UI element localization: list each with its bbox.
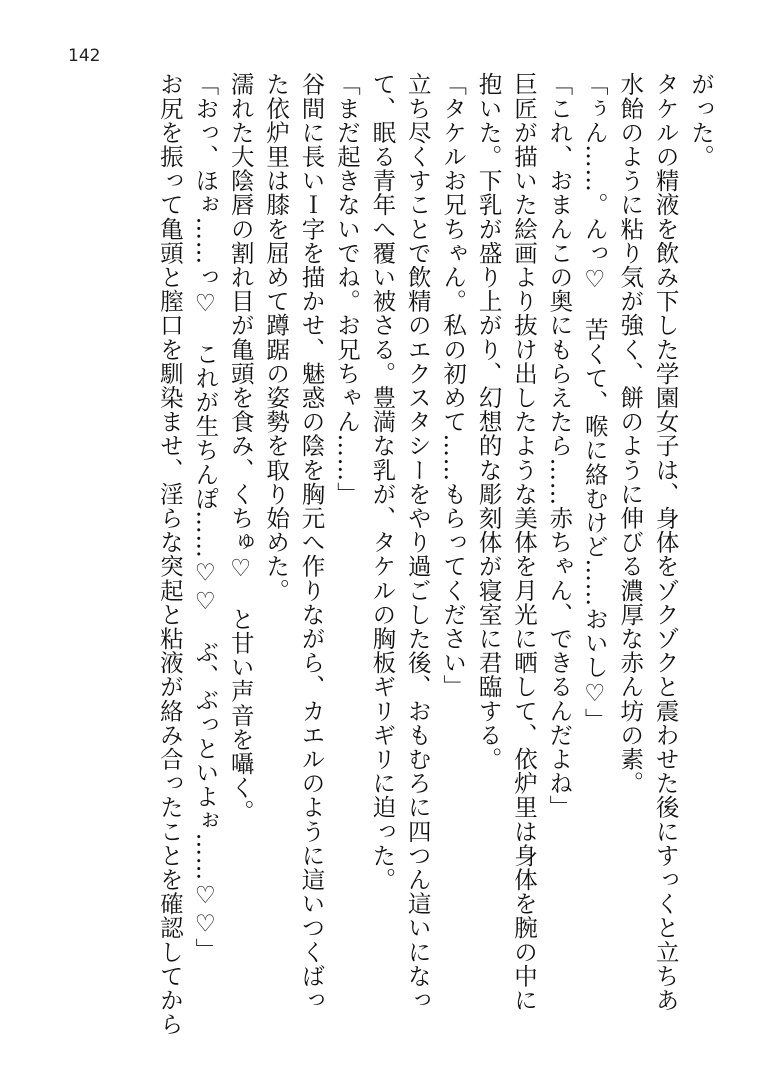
text-line: 「ぅん……。んっ♡ 苦くて、喉に絡むけど……おいし♡」 xyxy=(580,72,609,732)
text-line: た依炉里は膝を屈めて蹲踞の姿勢を取り始めた。 xyxy=(262,72,291,603)
text-line: 「タケルお兄ちゃん。私の初めて……もらってください」 xyxy=(439,72,468,699)
text-line: 谷間に長いＩ字を描かせ、魅惑の陰を胸元へ作りながら、カエルのように這いつくばっ xyxy=(297,72,326,1012)
text-line: て、眠る青年へ覆い被さる。豊満な乳が、タケルの胸板ギリギリに迫った。 xyxy=(368,72,397,892)
text-line: 「おっ、ほぉ……っ♡ これが生ちんぽ……♡♡ ぶ、ぶっといよぉ……♡♡」 xyxy=(191,72,220,963)
text-line: お尻を振って亀頭と膣口を馴染ませ、淫らな突起と粘液が絡み合ったことを確認してから xyxy=(155,72,184,1036)
text-line: がった。 xyxy=(687,72,715,169)
text-line: 立ち尽くすことで飲精のエクスタシーをやり過ごした後、おもむろに四つん這いになっ xyxy=(403,72,432,1012)
text-line: 濡れた大陰唇の割れ目が亀頭を食み、くちゅ♡ と甘い声音を囁く。 xyxy=(226,72,255,824)
text-line: 「まだ起きないでね。お兄ちゃん……」 xyxy=(332,72,361,506)
text-line: タケルの精液を飲み下した学園女子は、身体をゾクゾクと震わせた後にすっくと立ちあ xyxy=(651,72,680,1012)
text-line: 水飴のように粘り気が強く、餅のように伸びる濃厚な赤ん坊の素。 xyxy=(616,72,645,795)
text-line: 抱いた。下乳が盛り上がり、幻想的な彫刻体が寝室に君臨する。 xyxy=(474,72,503,771)
text-line: 「これ、おまんこの奥にもらえたら……赤ちゃん、できるんだよね」 xyxy=(545,72,574,820)
text-line: 巨匠が描いた絵画より抜け出したような美体を月光に晒して、依炉里は身体を腕の中に xyxy=(509,72,538,1012)
vertical-text-body xyxy=(152,72,719,1052)
page-number: 142 xyxy=(68,46,101,66)
